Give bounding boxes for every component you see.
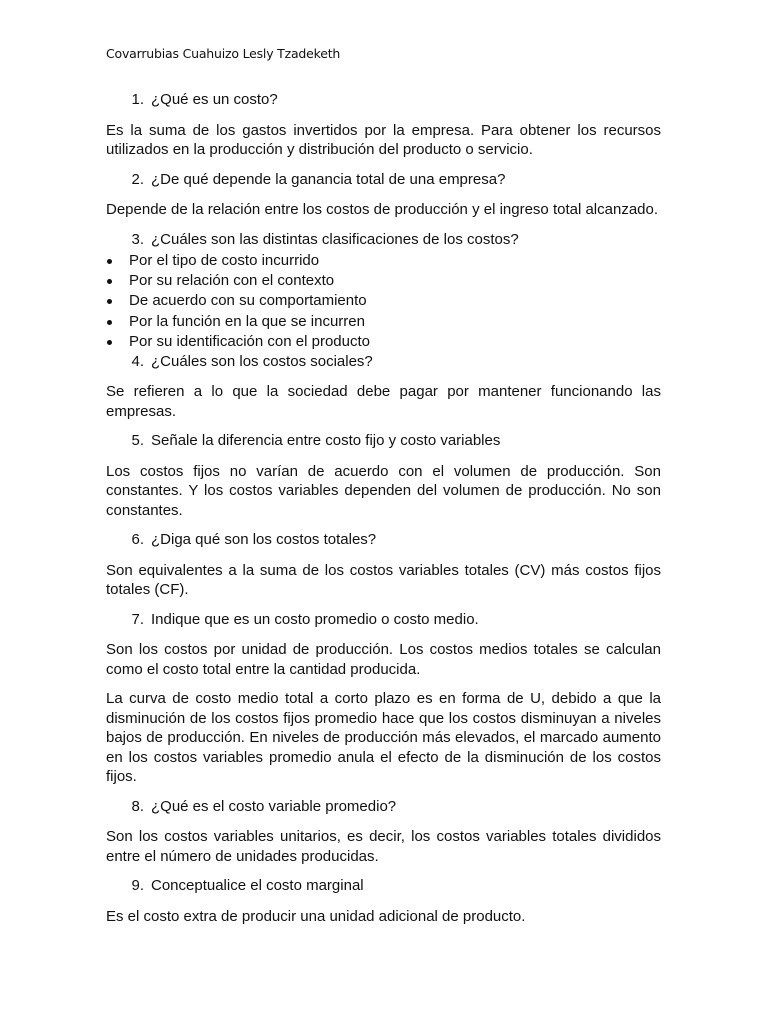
answer-4: Se refieren a lo que la sociedad debe pagar por mantener funcionando las empresas. xyxy=(106,383,661,420)
bullet-icon xyxy=(106,251,129,271)
question-number: 3. xyxy=(131,230,144,248)
question-text: Señale la diferencia entre costo fijo y costo variables xyxy=(151,432,501,450)
question-text: ¿Cuáles son las distintas clasificaciones de los costos? xyxy=(151,230,519,248)
bullet-icon xyxy=(106,332,129,352)
list-item: Por su relación con el contexto xyxy=(106,271,661,291)
question-number: 8. xyxy=(131,797,144,815)
question-text: ¿De qué depende la ganancia total de una empresa? xyxy=(151,170,506,188)
answer-2: Depende de la relación entre los costos de producción y el ingreso total alcanzado. xyxy=(106,201,659,218)
answer-8: Son los costos variables unitarios, es decir, los costos variables totales divididos entre el número de unidades producidas. xyxy=(106,828,661,865)
bullet-icon xyxy=(106,291,129,311)
list-item: De acuerdo con su comportamiento xyxy=(106,291,661,311)
bullet-icon xyxy=(106,271,129,291)
question-text: ¿Qué es el costo variable promedio? xyxy=(151,797,397,815)
question-2 xyxy=(106,170,661,190)
answer-9: Es el costo extra de producir una unidad adicional de producto. xyxy=(106,907,526,925)
question-text: Indique que es un costo promedio o costo medio. xyxy=(151,610,479,628)
answer-7a: Son los costos por unidad de producción. Los costos medios totales se calculan como el costo total entre la cantidad producida. xyxy=(106,641,661,678)
question-text: ¿Diga qué son los costos totales? xyxy=(151,531,377,549)
answer-6: Son equivalentes a la suma de los costos variables totales (CV) más costos fijos totales (CF). xyxy=(106,561,661,599)
question-number: 7. xyxy=(131,610,144,628)
question-text: Conceptualice el costo marginal xyxy=(151,877,364,895)
question-4 xyxy=(106,352,661,372)
question-3 xyxy=(106,230,661,250)
question-5 xyxy=(106,431,661,451)
question-number: 2. xyxy=(131,170,144,188)
question-text: ¿Cuáles son los costos sociales? xyxy=(151,352,373,370)
list-item: Por su identificación con el producto xyxy=(106,332,661,352)
question-number: 6. xyxy=(131,531,144,549)
question-number: 9. xyxy=(131,877,144,895)
list-item: Por el tipo de costo incurrido xyxy=(106,251,661,271)
author-name: Covarrubias Cuahuizo Lesly Tzadeketh xyxy=(106,46,341,61)
question-number: 4. xyxy=(131,352,144,370)
answer-5: Los costos fijos no varían de acuerdo con el volumen de producción. Son constantes. Y los costos variables dependen del volumen de producción. No son constantes. xyxy=(106,462,661,519)
question-text: ¿Qué es un costo? xyxy=(151,91,278,108)
question-1 xyxy=(106,90,661,110)
answer-7b: La curva de costo medio total a corto plazo es en forma de U, debido a que la disminución de los costos fijos promedio hace que los costos disminuyan a niveles bajos de producción. En niveles de producción más elevados, el marcado aumento en los costos variables promedio anula el efecto de la disminución de los costos fijos. xyxy=(106,690,661,786)
question-7 xyxy=(106,610,661,630)
question-9 xyxy=(106,876,661,896)
answer-1: Es la suma de los gastos invertidos por la empresa. Para obtener los recursos utilizados en la producción y distribución del producto o servicio. xyxy=(106,121,661,158)
question-6 xyxy=(106,530,661,550)
bullet-icon xyxy=(106,312,129,332)
list-item: Por la función en la que se incurren xyxy=(106,312,661,332)
question-8 xyxy=(106,797,661,817)
question-number: 1. xyxy=(131,91,144,108)
classification-list xyxy=(106,251,661,352)
question-number: 5. xyxy=(131,432,144,450)
document-page xyxy=(106,44,661,936)
